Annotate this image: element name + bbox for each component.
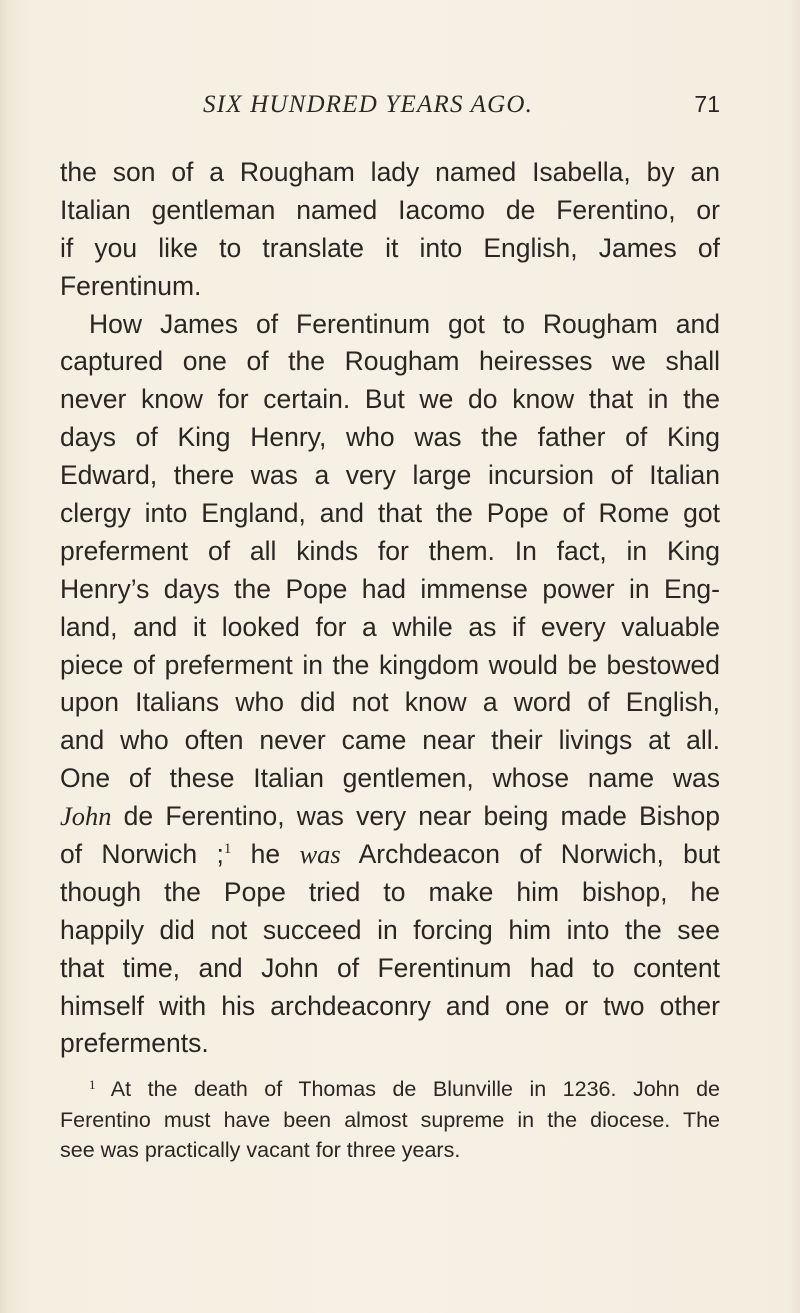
italic-name: John — [60, 801, 112, 832]
italic-word: was — [299, 839, 341, 870]
text-run: de Ferentino, was very near being made Bishop — [111, 801, 720, 832]
page-header — [60, 91, 720, 121]
text-line: that time, and John of Ferentinum had to content — [60, 952, 720, 983]
text-line: land, and it looked for a while as if every valuable — [60, 611, 720, 642]
footnote — [60, 1074, 720, 1166]
text-line: the son of a Rougham lady named Isabella, by an — [60, 157, 720, 187]
text-line: days of King Henry, who was the father of King — [60, 422, 720, 453]
text-line: Edward, there was a very large incursion of Italian — [60, 460, 720, 491]
text-line: if you like to translate it into English, James of — [60, 232, 720, 263]
text-line: never know for certain. But we do know that in the — [60, 384, 720, 415]
text-line: Italian gentleman named Iacomo de Ferentino, or — [60, 194, 720, 225]
text-line: Henry’s days the Pope had immense power in Eng- — [60, 573, 720, 604]
footnote-marker: 1 — [89, 1077, 96, 1092]
text-line: upon Italians who did not know a word of English, — [60, 687, 720, 718]
text-line: himself with his archdeaconry and one or two other — [60, 990, 720, 1021]
text-line: Ferentinum. — [60, 270, 202, 301]
footnote-line: Ferentino must have been almost supreme in the diocese. The — [60, 1107, 720, 1132]
text-line: piece of preferment in the kingdom would be bestowed — [60, 649, 720, 680]
text-line — [60, 836, 720, 874]
text-line: preferment of all kinds for them. In fact, in King — [60, 535, 720, 566]
text-line: clergy into England, and that the Pope of Rome got — [60, 498, 720, 529]
text-line: happily did not succeed in forcing him into the see — [60, 914, 720, 945]
paragraph-start-line: How James of Ferentinum got to Rougham and — [89, 308, 720, 339]
text-line: though the Pope tried to make him bishop, he — [60, 876, 720, 907]
running-title: SIX HUNDRED YEARS AGO. — [203, 91, 534, 118]
page-number: 71 — [694, 91, 720, 117]
footnote-text: At the death of Thomas de Blunville in 1236. John de — [95, 1077, 720, 1101]
text-run: of Norwich ; — [60, 839, 224, 870]
footnote-line — [60, 1074, 720, 1105]
text-line: preferments. — [60, 1028, 209, 1059]
text-run: Archdeacon of Norwich, but — [340, 839, 721, 870]
footnote-reference: 1 — [223, 841, 232, 858]
body-text — [60, 154, 720, 1063]
text-line: One of these Italian gentlemen, whose name was — [60, 763, 720, 794]
text-line: and who often never came near their livings at all. — [60, 725, 720, 756]
text-run: he — [231, 839, 300, 870]
text-line — [60, 798, 720, 836]
text-line: captured one of the Rougham heiresses we shall — [60, 346, 720, 377]
footnote-line: see was practically vacant for three years. — [60, 1138, 461, 1162]
